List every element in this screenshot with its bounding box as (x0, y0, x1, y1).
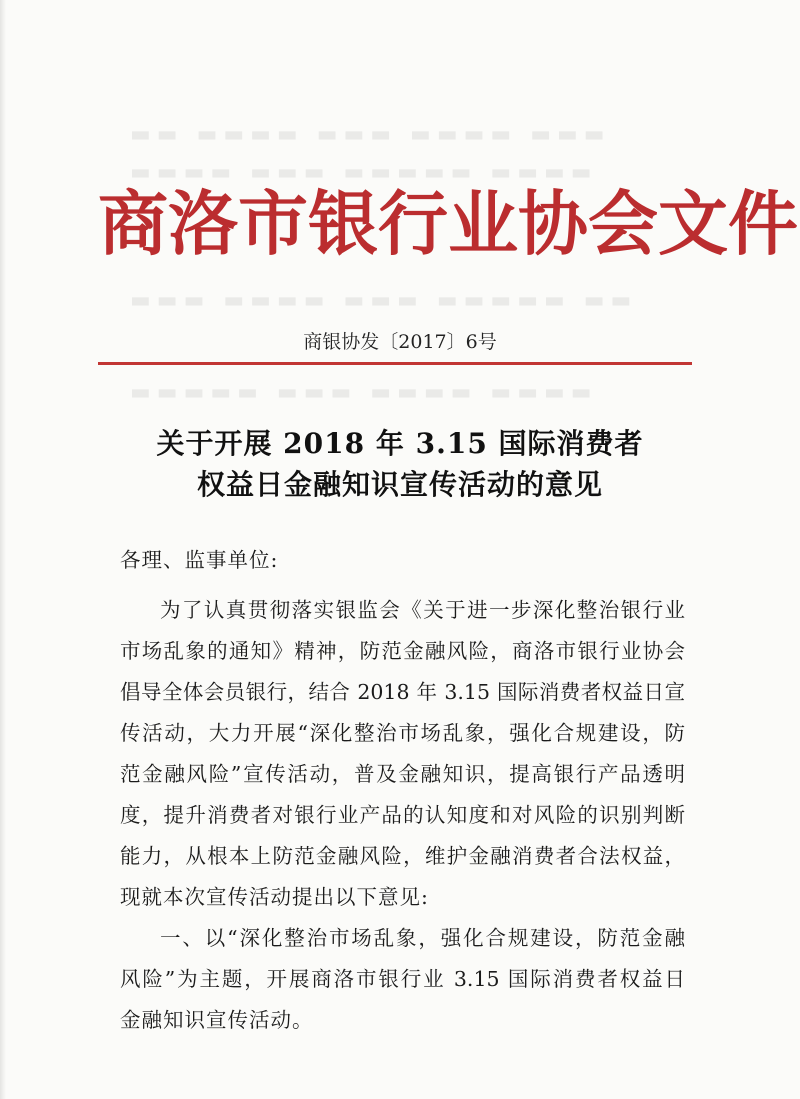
header-char: 业 (448, 182, 518, 265)
red-divider-rule (98, 362, 692, 365)
bleed-through-texture: ▬▬ ▬▬▬▬ ▬▬▬ ▬▬▬▬ ▬▬▬ (130, 122, 611, 147)
salutation: 各理、监事单位: (120, 548, 279, 572)
body-text-line: 市场乱象的通知》精神，防范金融风险，商洛市银行业协会 (120, 639, 685, 663)
bleed-through-texture: ▬▬▬▬▬ ▬▬▬ ▬▬▬▬ ▬▬▬▬ (130, 380, 598, 405)
header-char: 市 (238, 182, 308, 265)
document-title-line: 关于开展 2018 年 3.15 国际消费者 (156, 427, 644, 460)
body-text-line: 现就本次宣传活动提出以下意见: (120, 885, 429, 909)
header-char: 行 (378, 182, 448, 265)
bleed-through-texture: ▬▬▬▬ ▬▬▬ ▬▬▬▬▬ ▬▬▬▬ (130, 160, 598, 185)
body-text-line: 风险”为主题，开展商洛市银行业 3.15 国际消费者权益日 (120, 967, 685, 991)
body-text-line: 一、以“深化整治市场乱象，强化合规建设，防范金融 (160, 926, 685, 950)
header-char: 商 (98, 182, 168, 265)
bleed-through-texture: ▬▬▬ ▬▬▬▬ ▬▬▬ ▬▬▬▬▬ ▬▬ (130, 288, 638, 313)
header-char: 洛 (168, 182, 238, 265)
header-char: 银 (308, 182, 378, 265)
header-char: 协 (518, 182, 588, 265)
document-title-line: 权益日金融知识宣传活动的意见 (196, 468, 603, 501)
body-text-line: 金融知识宣传活动。 (120, 1008, 314, 1032)
header-char: 文 (658, 182, 728, 265)
body-text-line: 倡导全体会员银行，结合 2018 年 3.15 国际消费者权益日宣 (120, 680, 685, 704)
body-text-line: 能力，从根本上防范金融风险，维护金融消费者合法权益， (120, 844, 685, 868)
body-text-line: 为了认真贯彻落实银监会《关于进一步深化整治银行业 (160, 598, 685, 622)
header-char: 会 (588, 182, 658, 265)
body-text-line: 度，提升消费者对银行业产品的认知度和对风险的识别判断 (120, 803, 685, 827)
header-char: 件 (728, 182, 798, 265)
document-header (98, 176, 798, 272)
document-number: 商银协发〔2017〕6号 (303, 331, 497, 353)
paper-edge (0, 0, 6, 1099)
body-text-line: 传活动，大力开展“深化整治市场乱象，强化合规建设，防 (120, 721, 685, 745)
body-text-line: 范金融风险”宣传活动，普及金融知识，提高银行产品透明 (120, 762, 685, 786)
